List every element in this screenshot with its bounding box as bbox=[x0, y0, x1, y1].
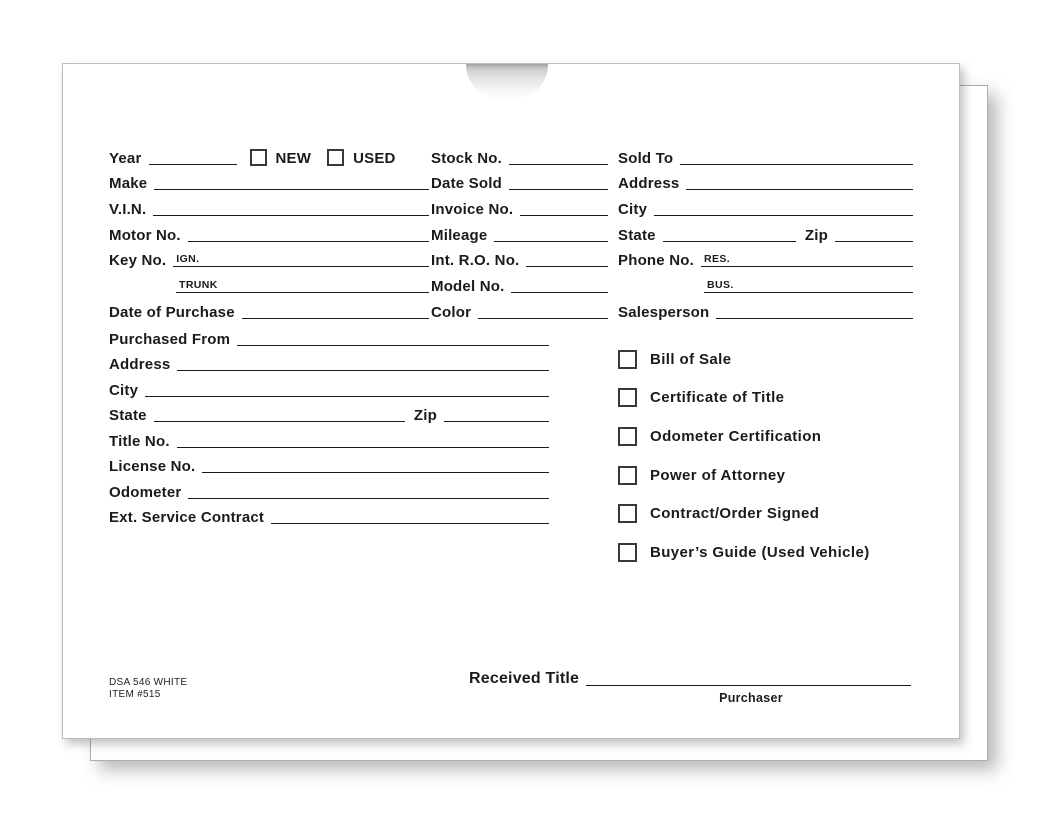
bill-of-sale-checkbox[interactable] bbox=[618, 350, 637, 369]
key-no-label: Key No. bbox=[109, 252, 167, 270]
received-title-label: Received Title bbox=[469, 670, 580, 687]
motor-no-label: Motor No. bbox=[109, 226, 181, 244]
key-no-trunk-row bbox=[109, 270, 429, 296]
vin-label: V.I.N. bbox=[109, 201, 147, 219]
year-row bbox=[109, 142, 429, 168]
purchaser-label: Purchaser bbox=[719, 691, 783, 705]
bill-of-sale-item bbox=[618, 340, 928, 379]
mileage-input-line[interactable] bbox=[494, 241, 608, 242]
used-checkbox[interactable] bbox=[327, 149, 344, 166]
buyer-address-input-line[interactable] bbox=[686, 189, 913, 190]
buyers-guide-label: Buyer’s Guide (Used Vehicle) bbox=[650, 543, 870, 561]
seller-city-label: City bbox=[109, 381, 139, 399]
bus-label: BUS. bbox=[707, 279, 734, 292]
title-no-label: Title No. bbox=[109, 432, 170, 450]
power-of-attorney-label: Power of Attorney bbox=[650, 466, 786, 484]
int-ro-no-label: Int. R.O. No. bbox=[431, 252, 520, 270]
power-of-attorney-checkbox[interactable] bbox=[618, 466, 637, 485]
odometer-row bbox=[109, 476, 549, 502]
purchased-from-label: Purchased From bbox=[109, 330, 231, 348]
deal-info-column bbox=[431, 142, 608, 322]
odometer-certification-checkbox[interactable] bbox=[618, 427, 637, 446]
buyer-zip-input-line[interactable] bbox=[835, 241, 913, 242]
contract-order-signed-checkbox[interactable] bbox=[618, 504, 637, 523]
ext-service-contract-input-line[interactable] bbox=[271, 523, 549, 524]
mileage-row bbox=[431, 219, 608, 245]
certificate-of-title-item bbox=[618, 379, 928, 418]
license-no-row bbox=[109, 451, 549, 477]
make-input-line[interactable] bbox=[154, 189, 429, 190]
seller-city-input-line[interactable] bbox=[145, 396, 549, 397]
buyer-state-label: State bbox=[618, 226, 656, 244]
date-sold-row bbox=[431, 168, 608, 194]
stock-no-label: Stock No. bbox=[431, 149, 502, 167]
received-title-row bbox=[469, 663, 911, 689]
model-no-row bbox=[431, 270, 608, 296]
buyers-guide-checkbox[interactable] bbox=[618, 543, 637, 562]
certificate-of-title-checkbox[interactable] bbox=[618, 388, 637, 407]
res-label: RES. bbox=[703, 253, 731, 266]
license-no-input-line[interactable] bbox=[202, 472, 549, 473]
used-label: USED bbox=[353, 149, 396, 167]
purchased-from-input-line[interactable] bbox=[237, 345, 549, 346]
year-label: Year bbox=[109, 149, 142, 167]
purchased-from-row bbox=[109, 323, 549, 349]
form-code-line2: ITEM #515 bbox=[109, 688, 161, 700]
buyer-zip-label: Zip bbox=[804, 226, 828, 244]
color-input-line[interactable] bbox=[478, 318, 608, 319]
buyer-address-label: Address bbox=[618, 175, 680, 193]
invoice-no-label: Invoice No. bbox=[431, 201, 514, 219]
ext-service-contract-row bbox=[109, 502, 549, 528]
form-code-line1: DSA 546 WHITE bbox=[109, 677, 188, 688]
motor-no-row bbox=[109, 219, 429, 245]
date-sold-input-line[interactable] bbox=[509, 189, 608, 190]
key-trunk-input-line[interactable] bbox=[176, 279, 429, 293]
vin-row bbox=[109, 193, 429, 219]
bill-of-sale-label: Bill of Sale bbox=[650, 350, 732, 368]
seller-address-input-line[interactable] bbox=[177, 370, 549, 371]
color-row bbox=[431, 296, 608, 322]
license-no-label: License No. bbox=[109, 458, 196, 475]
key-ign-input-line[interactable] bbox=[173, 253, 429, 267]
vin-input-line[interactable] bbox=[153, 215, 429, 216]
int-ro-no-row bbox=[431, 245, 608, 271]
buyer-info-column bbox=[618, 142, 913, 322]
buyer-city-row bbox=[618, 193, 913, 219]
make-label: Make bbox=[109, 175, 148, 193]
front-envelope-sheet bbox=[62, 63, 960, 739]
power-of-attorney-item bbox=[618, 456, 928, 495]
sold-to-input-line[interactable] bbox=[680, 164, 913, 165]
contract-order-signed-label: Contract/Order Signed bbox=[650, 505, 820, 523]
phone-bus-input-line[interactable] bbox=[704, 279, 913, 293]
seller-state-label: State bbox=[109, 407, 147, 424]
phone-res-input-line[interactable] bbox=[701, 253, 913, 267]
contract-order-signed-item bbox=[618, 494, 928, 533]
form-code bbox=[109, 677, 187, 700]
phone-res-row bbox=[618, 245, 913, 271]
buyers-guide-item bbox=[618, 533, 928, 572]
buyer-city-label: City bbox=[618, 201, 648, 219]
year-input-line[interactable] bbox=[149, 164, 237, 165]
salesperson-input-line[interactable] bbox=[716, 318, 913, 319]
invoice-no-row bbox=[431, 193, 608, 219]
vehicle-info-column bbox=[109, 142, 429, 322]
buyer-address-row bbox=[618, 168, 913, 194]
seller-zip-input-line[interactable] bbox=[444, 421, 549, 422]
title-no-row bbox=[109, 425, 549, 451]
date-of-purchase-input-line[interactable] bbox=[242, 318, 429, 319]
odometer-input-line[interactable] bbox=[188, 498, 549, 499]
thumb-notch bbox=[466, 64, 548, 102]
seller-address-row bbox=[109, 349, 549, 375]
title-no-input-line[interactable] bbox=[177, 447, 549, 448]
odometer-label: Odometer bbox=[109, 483, 182, 501]
key-no-ign-row bbox=[109, 245, 429, 271]
phone-bus-row bbox=[618, 270, 913, 296]
seller-state-zip-row bbox=[109, 400, 549, 426]
seller-state-input-line[interactable] bbox=[154, 421, 405, 422]
seller-address-label: Address bbox=[109, 356, 171, 373]
salesperson-label: Salesperson bbox=[618, 303, 710, 321]
buyer-state-zip-row bbox=[618, 219, 913, 245]
odometer-certification-item bbox=[618, 417, 928, 456]
stock-no-input-line[interactable] bbox=[509, 164, 608, 165]
phone-no-label: Phone No. bbox=[618, 252, 694, 270]
trunk-label: TRUNK bbox=[179, 279, 218, 292]
received-title-signature-line[interactable] bbox=[586, 685, 911, 686]
date-sold-label: Date Sold bbox=[431, 175, 502, 193]
new-checkbox[interactable] bbox=[250, 149, 267, 166]
model-no-label: Model No. bbox=[431, 278, 505, 296]
salesperson-row bbox=[618, 296, 913, 322]
new-label: NEW bbox=[275, 149, 312, 167]
motor-no-input-line[interactable] bbox=[188, 241, 429, 242]
stock-no-row bbox=[431, 142, 608, 168]
color-label: Color bbox=[431, 303, 472, 321]
model-no-input-line[interactable] bbox=[511, 292, 608, 293]
odometer-certification-label: Odometer Certification bbox=[650, 427, 822, 445]
mileage-label: Mileage bbox=[431, 226, 488, 244]
int-ro-no-input-line[interactable] bbox=[526, 266, 608, 267]
make-row bbox=[109, 168, 429, 194]
buyer-city-input-line[interactable] bbox=[654, 215, 913, 216]
ign-label: IGN. bbox=[176, 253, 200, 266]
ext-service-contract-label: Ext. Service Contract bbox=[109, 509, 265, 526]
sold-to-label: Sold To bbox=[618, 149, 674, 167]
purchased-from-block bbox=[109, 323, 549, 527]
date-of-purchase-label: Date of Purchase bbox=[109, 303, 235, 321]
sold-to-row bbox=[618, 142, 913, 168]
documents-checklist bbox=[618, 340, 928, 572]
certificate-of-title-label: Certificate of Title bbox=[650, 389, 785, 407]
date-of-purchase-row bbox=[109, 296, 429, 322]
buyer-state-input-line[interactable] bbox=[663, 241, 796, 242]
invoice-no-input-line[interactable] bbox=[520, 215, 608, 216]
seller-city-row bbox=[109, 374, 549, 400]
seller-zip-label: Zip bbox=[413, 407, 437, 424]
